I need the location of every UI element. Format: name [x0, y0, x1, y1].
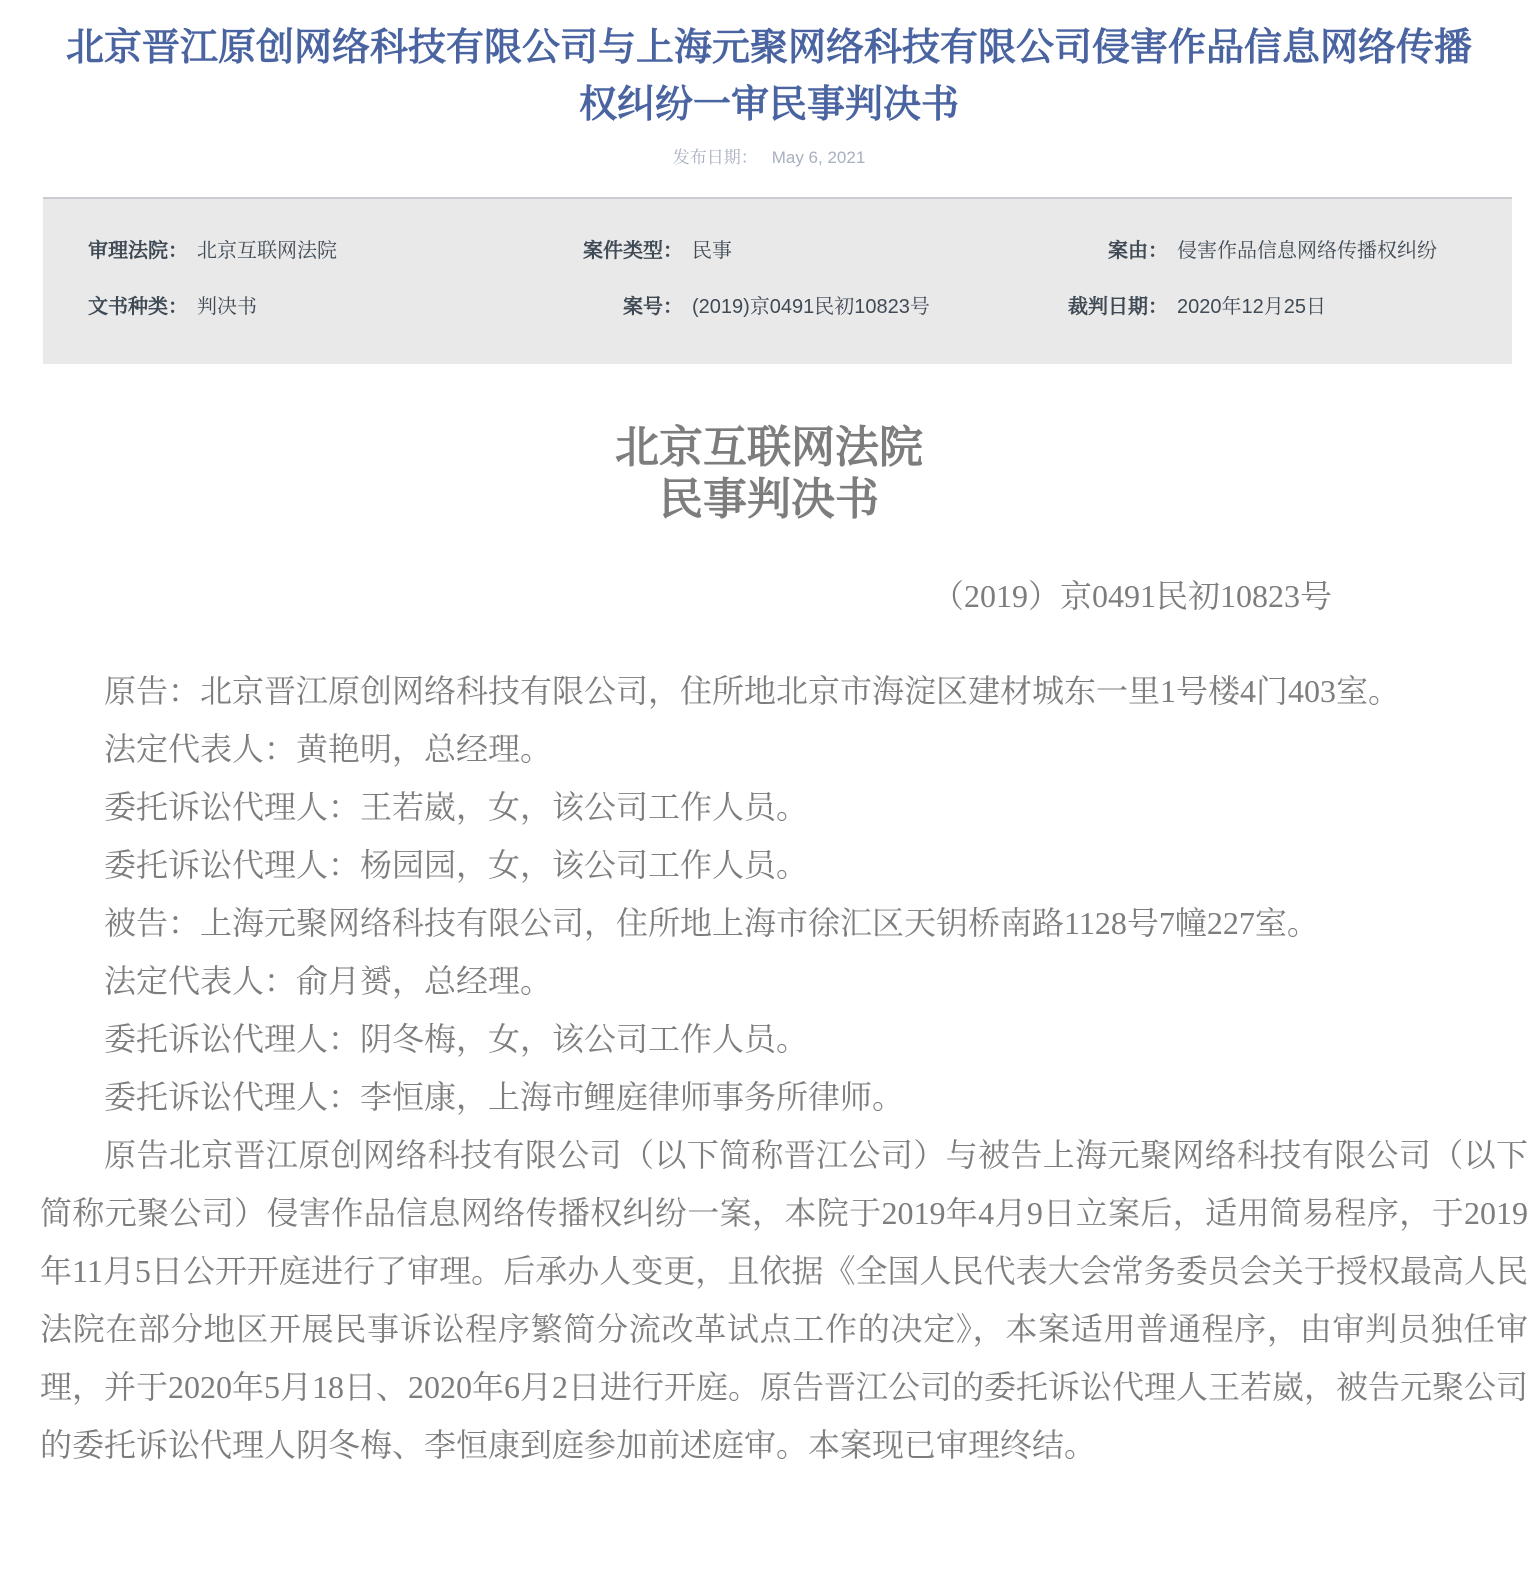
- doc-paragraph-agent: 委托诉讼代理人：王若崴，女，该公司工作人员。: [104, 789, 809, 825]
- doc-paragraph-agent: 委托诉讼代理人：杨园园，女，该公司工作人员。: [104, 847, 809, 883]
- doc-body: [0, 662, 1538, 1514]
- doc-case-number: （2019）京0491民初10823号: [931, 578, 1332, 614]
- doc-paragraph-legal-rep: 法定代表人：黄艳明，总经理。: [104, 731, 553, 767]
- publish-date-label: 发布日期：: [672, 148, 758, 167]
- doc-paragraph-legal-rep: 法定代表人：俞月赟，总经理。: [104, 963, 553, 999]
- meta-field-label: 案件类型：: [583, 240, 683, 262]
- meta-field-cause: [1040, 239, 1512, 263]
- page-title: 北京晋江原创网络科技有限公司与上海元聚网络科技有限公司侵害作品信息网络传播权纠纷一审民事判决书: [65, 27, 1472, 126]
- doc-paragraph-agent: 委托诉讼代理人：阴冬梅，女，该公司工作人员。: [104, 1021, 809, 1057]
- meta-field-label: 审理法院：: [88, 240, 188, 262]
- meta-field-value: 民事: [692, 240, 732, 262]
- meta-field-court: [43, 239, 530, 263]
- doc-type: 民事判决书: [659, 475, 879, 524]
- meta-field-case-number: [530, 295, 1040, 319]
- meta-field-label: 文书种类：: [88, 296, 188, 318]
- doc-paragraph-plaintiff: 原告：北京晋江原创网络科技有限公司，住所地北京市海淀区建材城东一里1号楼4门403室。: [104, 673, 1401, 709]
- meta-field-judgment-date: [1040, 295, 1512, 319]
- doc-paragraph-agent: 委托诉讼代理人：李恒康，上海市鲤庭律师事务所律师。: [104, 1079, 905, 1115]
- doc-paragraph-procedure: 原告北京晋江原创网络科技有限公司（以下简称晋江公司）与被告上海元聚网络科技有限公司（以下简称元聚公司）侵害作品信息网络传播权纠纷一案，本院于2019年4月9日立案后，适用简易程序，于2019年11月5日公开开庭进行了审理。后承办人变更，且依据《全国人民代表大会常务委员会关于授权最高人民法院在部分地区开展民事诉讼程序繁简分流改革试点工作的决定》，本案适用普通程序，由审判员独任审理，并于2020年5月18日、2020年6月2日进行开庭。原告晋江公司的委托诉讼代理人王若崴，被告元聚公司的委托诉讼代理人阴冬梅、李恒康到庭参加前述庭审。本案现已审理终结。: [40, 1137, 1529, 1463]
- meta-field-value: 2020年12月25日: [1177, 296, 1326, 318]
- judgment-document: [0, 422, 1538, 1514]
- meta-field-doc-kind: [43, 295, 530, 319]
- case-info-panel: [43, 197, 1512, 364]
- meta-field-value: 侵害作品信息网络传播权纠纷: [1177, 240, 1437, 262]
- publish-date-row: [0, 146, 1538, 170]
- meta-field-label: 案号：: [623, 296, 683, 318]
- meta-field-label: 裁判日期：: [1068, 296, 1168, 318]
- doc-court-name: 北京互联网法院: [615, 423, 923, 472]
- meta-field-value: (2019)京0491民初10823号: [692, 296, 930, 318]
- case-info-grid: [43, 239, 1512, 319]
- doc-paragraph-defendant: 被告：上海元聚网络科技有限公司，住所地上海市徐汇区天钥桥南路1128号7幢227室。: [104, 905, 1319, 941]
- meta-field-case-type: [530, 239, 1040, 263]
- meta-field-value: 判决书: [197, 296, 257, 318]
- meta-field-value: 北京互联网法院: [197, 240, 337, 262]
- publish-date-value: May 6, 2021: [771, 148, 866, 167]
- doc-heading: [0, 422, 1538, 526]
- meta-field-label: 案由：: [1108, 240, 1168, 262]
